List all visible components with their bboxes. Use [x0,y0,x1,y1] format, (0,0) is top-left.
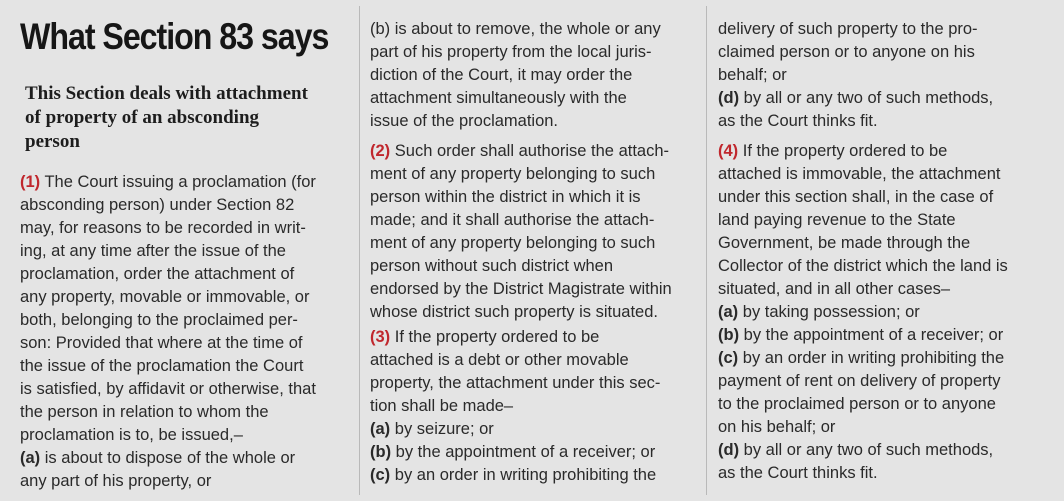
clause-number: (1) [20,173,41,191]
list-item: (b) by the appointment of a receiver; or [718,326,1004,344]
column-1 [20,0,350,501]
page-title: What Section 83 says [20,16,329,57]
clause-number: (3) [370,328,391,346]
list-item: (a) by taking possession; or [718,303,920,321]
list-item: (c) by an order in writing prohibiting the [370,466,657,484]
clause-4: (4) If the property ordered to be attached is immovable, the attachment under this section shall, in the case of land paying revenue to the State Government, be made through the Collector of the district which the land is situated, and in all other cases– (a) by taking possession; or (b) by the appointment of a receiver; or (c) by an order in writing prohibiting the payment of rent on delivery of property to the proclaimed person or to anyone on his behalf; or (d) by all or any two of such methods, as the Court thinks fit. [718,140,1048,485]
clause-number: (2) [370,142,391,160]
list-item: (d) by all or any two of such methods, [718,89,994,107]
column-3 [718,0,1048,501]
list-item: (d) by all or any two of such methods, [718,441,994,459]
intro-text: This Section deals with attachment of property of an absconding person [25,83,308,152]
clause-2: (2) Such order shall authorise the attach- ment of any property belonging to such person within the district in which it is made; and it shall authorise the attach- ment of any property belonging to such person without such district when endorsed by the District Magistrate within whose district such property is situated. [370,142,672,321]
clause-3: (3) If the property ordered to be attached is a debt or other movable property, the attachment under this sec- tion shall be made– (a) by seizure; or (b) by the appointment of a receiver; or (c) by an order in writing prohibiting the [370,326,695,487]
list-item: (b) by the appointment of a receiver; or [370,443,656,461]
list-item: (a) is about to dispose of the whole or [20,449,296,467]
column-2 [370,0,695,501]
clause-1: (1) The Court issuing a proclamation (for absconding person) under Section 82 may, for reasons to be recorded in writ- ing, at any time after the issue of the proclamation, order the attachment of any property, movable or immovable, or both, belonging to the proclaimed per- son: Provided that where at the time of the issue of the proclamation the Court is satisfied, by affidavit or otherwise, that the person in relation to whom the proclamation is to, be issued,– (a) is about to dispose of the whole or any part of his property, or [20,171,350,493]
clause-number: (4) [718,142,739,160]
list-item: (a) by seizure; or [370,420,494,438]
column-divider [359,6,360,495]
clause-3-continued: delivery of such property to the pro- claimed person or to anyone on his behalf; or (d) by all or any two of such methods, as the Court thinks fit. [718,18,1048,133]
column-divider [706,6,707,495]
clause-1-continued: (b) is about to remove, the whole or any part of his property from the local juris- diction of the Court, it may order the attachment simultaneously with the issue of the proclamation. [370,20,661,130]
list-item: (c) by an order in writing prohibiting the [718,349,1005,367]
